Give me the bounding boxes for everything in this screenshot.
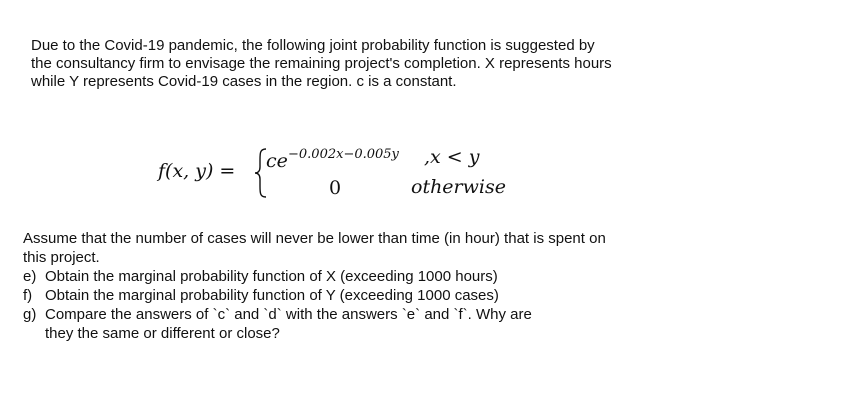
questions-section bbox=[23, 229, 703, 343]
case2-value: 0 bbox=[329, 177, 342, 199]
question-text: Compare the answers of `c` and `d` with the answers `e` and `f`. Why are bbox=[45, 306, 532, 323]
question-list bbox=[23, 267, 703, 343]
case1-exponent: −0.002x−0.005y bbox=[288, 147, 399, 162]
intro-line-2: the consultancy firm to envisage the remaining project's completion. X represents hours bbox=[31, 55, 612, 72]
question-item-g bbox=[23, 305, 703, 343]
intro-line-3: while Y represents Covid-19 cases in the region. c is a constant. bbox=[31, 73, 457, 90]
formula-lhs: f(x, y) = bbox=[158, 160, 236, 182]
question-marker: e) bbox=[23, 268, 37, 285]
case1-base: ce bbox=[266, 150, 288, 172]
question-text: Obtain the marginal probability function of Y (exceeding 1000 cases) bbox=[45, 287, 499, 304]
question-marker: g) bbox=[23, 306, 37, 323]
question-item-f bbox=[23, 286, 703, 305]
question-text-continued: they the same or different or close? bbox=[45, 325, 280, 342]
question-marker: f) bbox=[23, 287, 33, 304]
question-text: Obtain the marginal probability function of X (exceeding 1000 hours) bbox=[45, 268, 498, 285]
case1-condition: ,x < y bbox=[424, 146, 480, 168]
intro-line-1: Due to the Covid-19 pandemic, the following joint probability function is suggested by bbox=[31, 37, 595, 54]
assumption-line-2: this project. bbox=[23, 249, 100, 266]
assumption-line-1: Assume that the number of cases will never be lower than time (in hour) that is spent on bbox=[23, 230, 606, 247]
question-item-e bbox=[23, 267, 703, 286]
case2-condition: otherwise bbox=[411, 176, 506, 198]
